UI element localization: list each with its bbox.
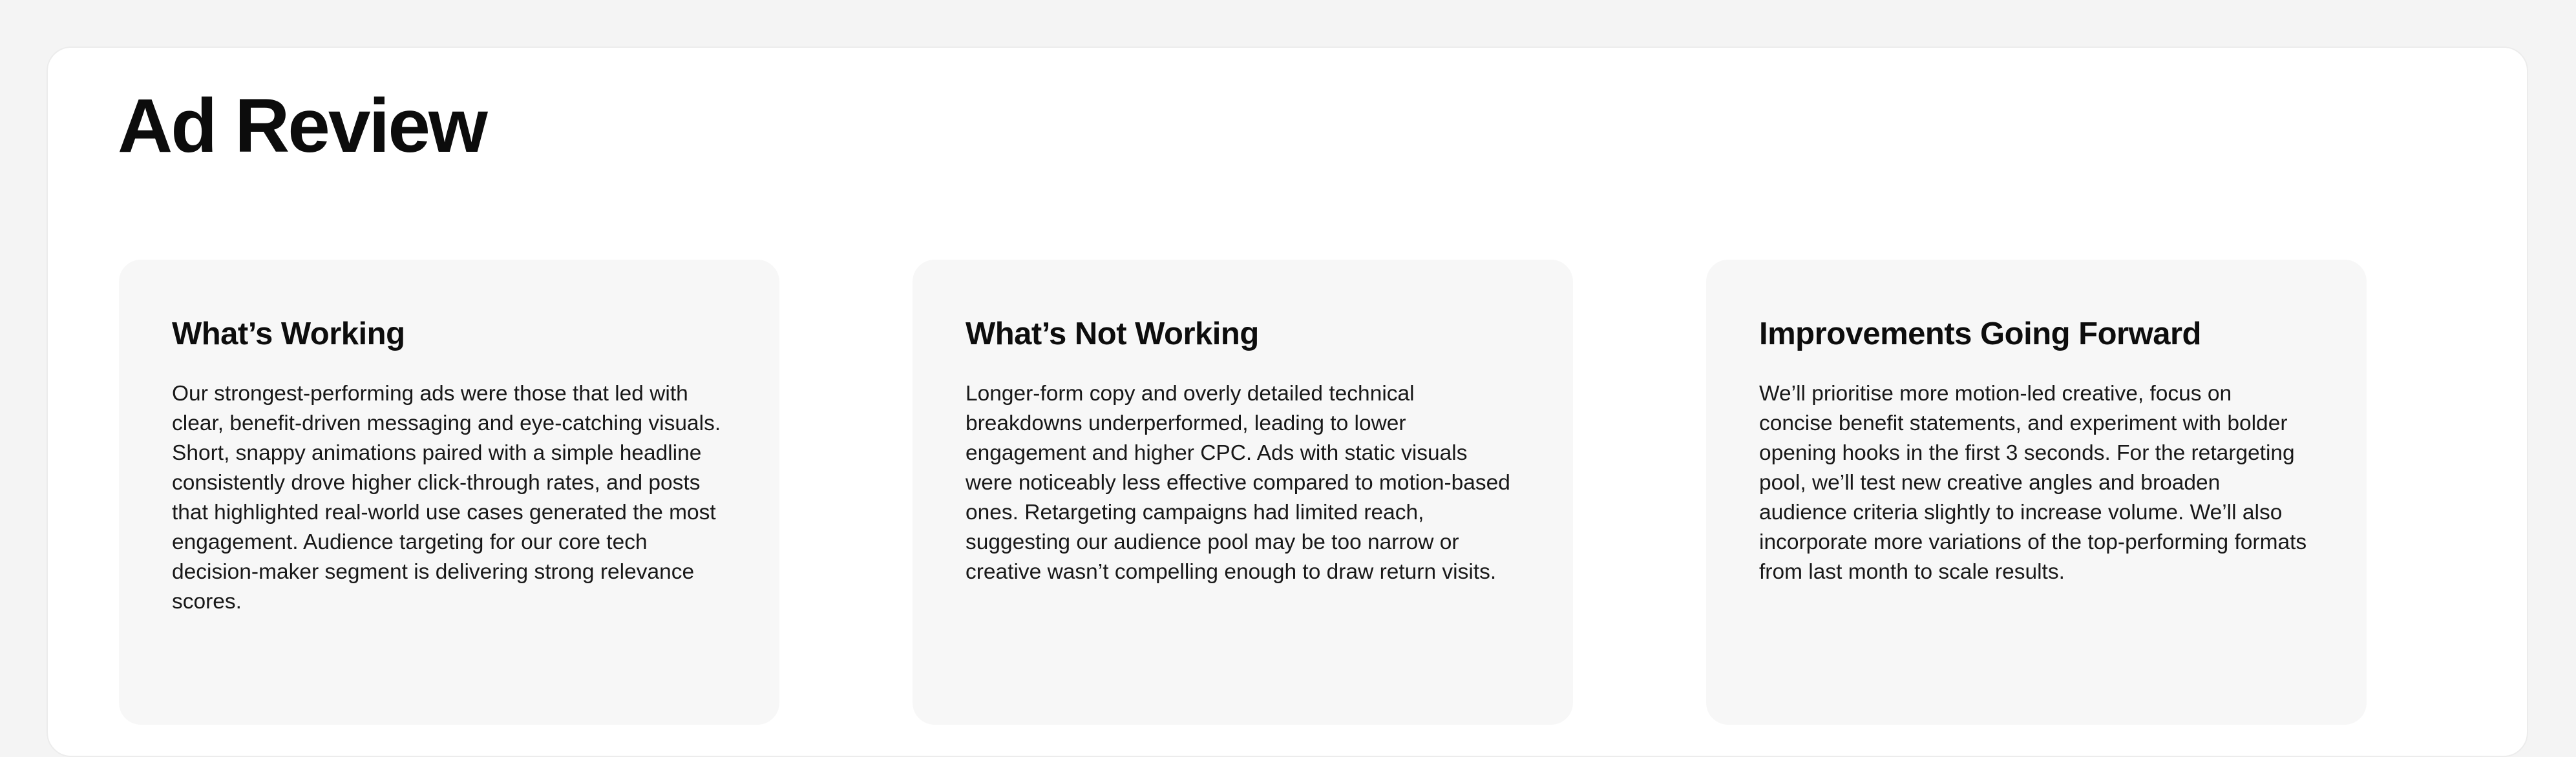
page-title: Ad Review xyxy=(118,83,486,169)
card-whats-working xyxy=(119,260,779,725)
card-improvements-going-forward xyxy=(1706,260,2367,725)
card-title: What’s Not Working xyxy=(966,316,1259,351)
card-whats-not-working xyxy=(913,260,1573,725)
card-title: What’s Working xyxy=(172,316,405,351)
card-body: Our strongest-performing ads were those that led with clear, benefit-driven messaging and eye-catching visuals. Short, snappy animations paired with a simple headline consistently drove higher click-through rates, and posts that highlighted real-world use cases generated the most engagement. Audience targeting for our core tech decision-maker segment is delivering strong relevance scores. xyxy=(172,381,721,614)
card-body: Longer-form copy and overly detailed technical breakdowns underperformed, leading to lower engagement and higher CPC. Ads with static visuals were noticeably less effective compared to motion-based ones. Retargeting campaigns had limited reach, suggesting our audience pool may be too narrow or creative wasn’t compelling enough to draw return visits. xyxy=(966,381,1510,584)
card-body: We’ll prioritise more motion-led creative, focus on concise benefit statements, and experiment with bolder opening hooks in the first 3 seconds. For the retargeting pool, we’ll test new creative angles and broaden audience criteria slightly to increase volume. We’ll also incorporate more variations of the top-performing formats from last month to scale results. xyxy=(1759,381,2307,584)
card-title: Improvements Going Forward xyxy=(1759,316,2201,351)
